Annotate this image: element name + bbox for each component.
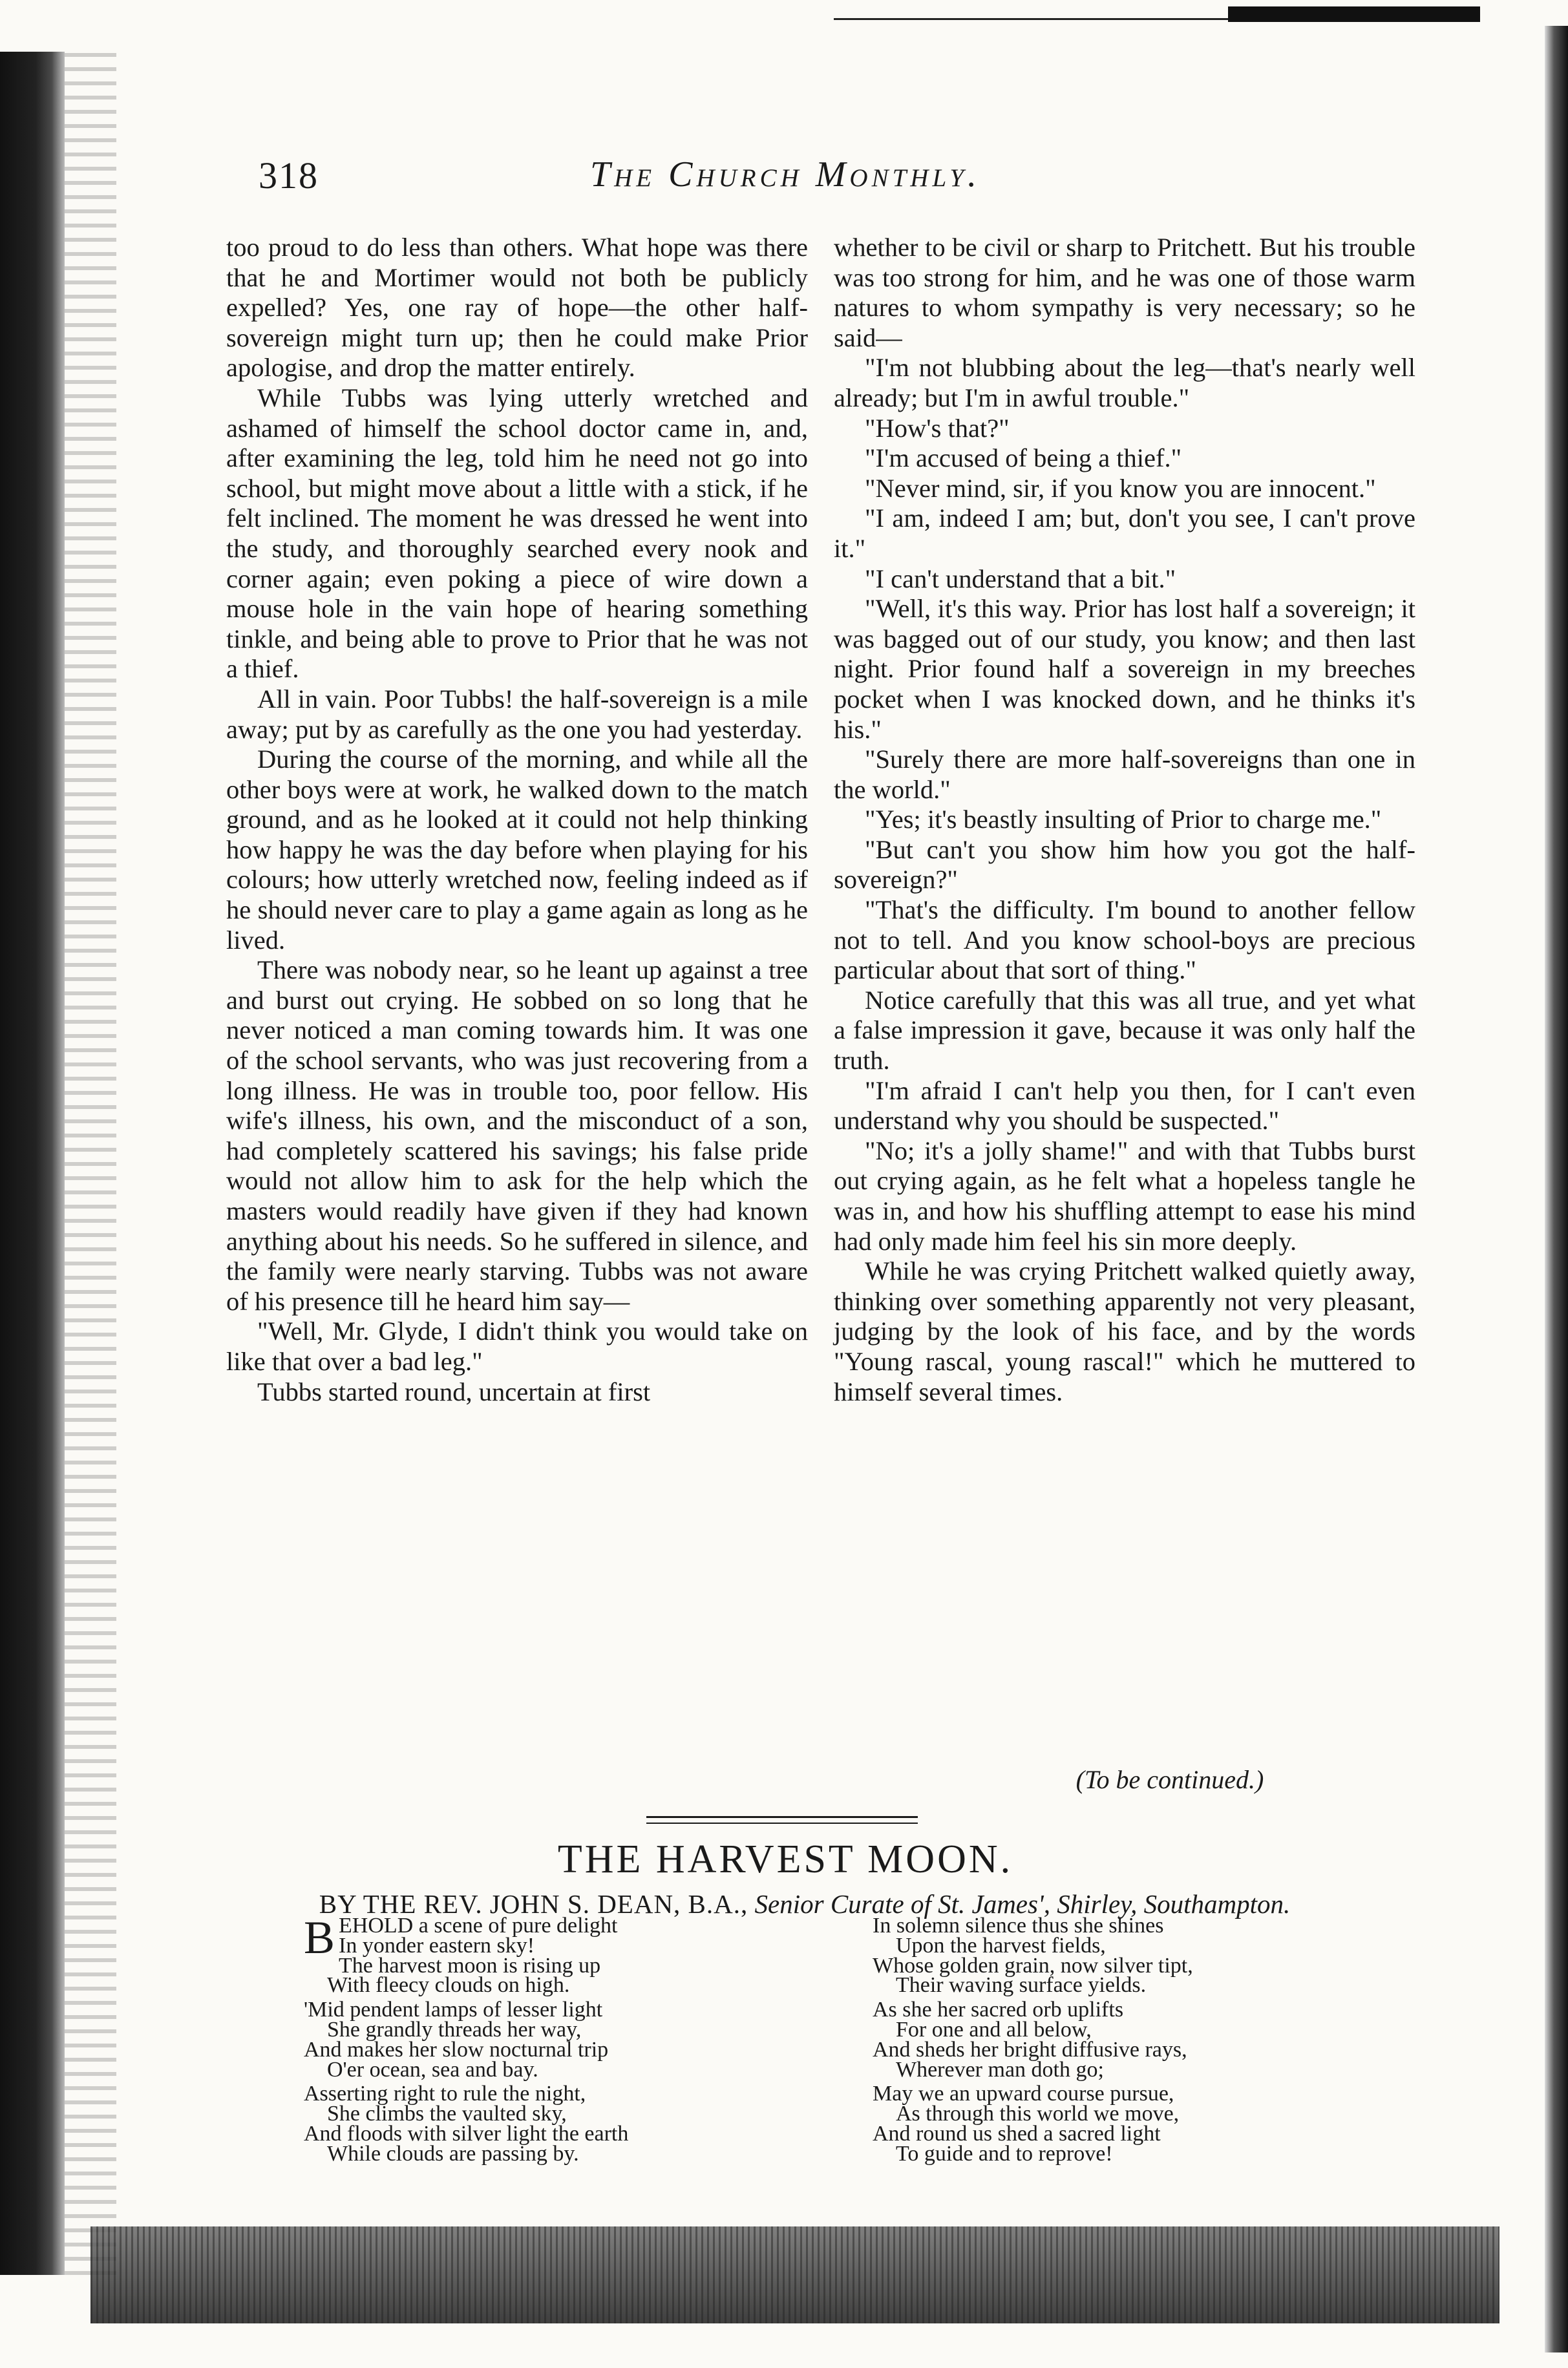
poem-line-text: Wherever man doth go;: [896, 2057, 1104, 2082]
bottom-edge-scan: [90, 2226, 1499, 2323]
running-title: The Church Monthly.: [589, 154, 981, 195]
page-number: 318: [259, 154, 319, 196]
poem-line-text: She climbs the vaulted sky,: [327, 2102, 567, 2126]
poem-line: [304, 1973, 795, 1998]
poem-line: [873, 1973, 1364, 1998]
poem-line-text: Whose golden grain, now silver tipt,: [873, 1953, 1193, 1978]
story-paragraph: whether to be civil or sharp to Pritchett. But his trouble was too strong for him, and he was one of those warm natures to whom sympathy is very necessary; so he said—: [834, 233, 1415, 352]
story-paragraph: Notice carefully that this was all true, and yet what a false impression it gave, because it was only half the truth.: [834, 985, 1415, 1075]
drop-cap: B: [304, 1912, 335, 1963]
poem-line-text: For one and all below,: [896, 2017, 1092, 2042]
poem-line-text: In yonder eastern sky!: [339, 1933, 535, 1958]
poem-line-text: May we an upward course pursue,: [873, 2082, 1174, 2106]
story-paragraph: There was nobody near, so he leant up against a tree and burst out crying. He sobbed on so long that he never noticed a man coming towards him. It was one of the school servants, who was just recovering from a long illness. He was in trouble too, poor fellow. His wife's illness, his own, and the misconduct of a son, had completely scattered his savings; his false pride would not allow him to ask for the help which the masters would readily have given if they had known anything about his needs. So he suffered in silence, and the family were nearly starving. Tubbs was not aware of his presence till he heard him say—: [226, 955, 808, 1316]
poem-line-text: As through this world we move,: [896, 2102, 1180, 2126]
story-paragraph: While Tubbs was lying utterly wretched and ashamed of himself the school doctor came in, and, after examining the leg, told him he need not go into school, but might move about a little with a stick, if he felt inclined. The moment he was dressed he went into the study, and thoroughly searched every nook and corner again; even poking a piece of wire down a mouse hole in the vain hope of hearing something tinkle, and being able to prove to Prior that he was not a thief.: [226, 383, 808, 684]
story-paragraph: "I am, indeed I am; but, don't you see, I can't prove it.": [834, 503, 1415, 563]
poem-line-text: And floods with silver light the earth: [304, 2121, 629, 2146]
poem-column-right: [873, 1916, 1364, 2169]
poem-stanza: [304, 1912, 795, 1998]
poem-line-text: The harvest moon is rising up: [339, 1953, 601, 1978]
story-paragraph: "I'm afraid I can't help you then, for I can't even understand why you should be suspected.": [834, 1075, 1415, 1136]
story-paragraph: too proud to do less than others. What hope was there that he and Mortimer would not both be publicly expelled? Yes, one ray of hope—the other half-sovereign might turn up; then he could make Prior apologise, and drop the matter entirely.: [226, 233, 808, 383]
poem-stanza: [304, 2000, 795, 2080]
poem-line-text: Their waving surface yields.: [896, 1973, 1147, 1998]
top-bar: [1228, 6, 1480, 22]
poem-line-text: Upon the harvest fields,: [896, 1933, 1106, 1958]
poem-line: [304, 2141, 795, 2166]
poem-line-text: In solemn silence thus she shines: [873, 1914, 1164, 1938]
story-paragraph: "Never mind, sir, if you know you are innocent.": [865, 473, 1376, 503]
story-paragraph: While he was crying Pritchett walked quietly away, thinking over something apparently not very pleasant, judging by the look of his face, and by the words "Young rascal, young rascal!" which he muttered to himself several times.: [834, 1256, 1415, 1406]
story-paragraph: "Well, Mr. Glyde, I didn't think you would take on like that over a bad leg.": [226, 1316, 808, 1376]
poem-line-text: And round us shed a sacred light: [873, 2121, 1161, 2146]
poem-line-text: And makes her slow nocturnal trip: [304, 2037, 609, 2062]
poem-author-role: Senior Curate of St. James', Shirley, Southampton.: [754, 1889, 1291, 1919]
story-paragraph: All in vain. Poor Tubbs! the half-sovereign is a mile away; put by as carefully as the one you had yesterday.: [226, 684, 808, 744]
poem-line-text: 'Mid pendent lamps of lesser light: [304, 1998, 603, 2022]
story-column-right: [834, 233, 1415, 1407]
poem-stanza: [873, 1916, 1364, 1996]
story-column-left: [226, 233, 808, 1407]
poem-line-text: With fleecy clouds on high.: [327, 1973, 570, 1998]
to-be-continued: (To be continued.): [1075, 1765, 1264, 1794]
page-edge-right: [1545, 26, 1568, 2352]
poem-column-left: [304, 1912, 795, 2169]
story-paragraph: "I can't understand that a bit.": [865, 564, 1176, 593]
binding-shadow: [65, 52, 116, 2275]
story-paragraph: "I'm not blubbing about the leg—that's nearly well already; but I'm in awful trouble.": [834, 353, 1415, 412]
binding-edge-left: [0, 52, 65, 2275]
poem-line: [873, 2057, 1364, 2082]
story-paragraph: "No; it's a jolly shame!" and with that Tubbs burst out crying again, as he felt what a hopeless tangle he was in, and how his shuffling attempt to ease his mind had only made him feel his sin more deeply.: [834, 1136, 1415, 1256]
poem-line: [873, 2141, 1364, 2166]
poem-line-text: She grandly threads her way,: [327, 2017, 582, 2042]
poem-author: BY THE REV. JOHN S. DEAN, B.A.,: [319, 1889, 748, 1919]
poem-line-text: To guide and to reprove!: [896, 2141, 1113, 2166]
poem-line-text: And sheds her bright diffusive rays,: [873, 2037, 1187, 2062]
separator-rule: [646, 1816, 918, 1818]
story-paragraph: "Yes; it's beastly insulting of Prior to charge me.": [865, 805, 1382, 834]
story-paragraph: "But can't you show him how you got the half-sovereign?": [834, 834, 1415, 894]
poem-stanza: [304, 2084, 795, 2164]
poem-line-text: EHOLD a scene of pure delight: [339, 1914, 618, 1938]
poem-line: [304, 2057, 795, 2082]
story-paragraph: "Surely there are more half-sovereigns than one in the world.": [834, 745, 1415, 804]
story-paragraph: "That's the difficulty. I'm bound to another fellow not to tell. And you know school-boys are precious particular about that sort of thing.": [834, 895, 1415, 985]
poem-line-text: As she her sacred orb uplifts: [873, 1998, 1124, 2022]
poem-stanza: [873, 2084, 1364, 2164]
poem-stanza: [873, 2000, 1364, 2080]
poem-line-text: O'er ocean, sea and bay.: [327, 2057, 538, 2082]
page-header: [220, 147, 1351, 206]
story-paragraph: "How's that?": [865, 413, 1010, 443]
story-paragraph: "Well, it's this way. Prior has lost half a sovereign; it was bagged out of our study, you know; and then last night. Prior found half a sovereign in my breeches pocket when I was knocked down, and he thinks it's his.": [834, 594, 1415, 744]
separator-rule-thin: [646, 1823, 918, 1824]
poem-line-text: Asserting right to rule the night,: [304, 2082, 586, 2106]
story-paragraph: During the course of the morning, and while all the other boys were at work, he walked down to the match ground, and as he looked at it could not help thinking how happy he was the day before when playing for his colours; how utterly wretched now, feeling indeed as if he should never care to play a game again as long as he lived.: [226, 745, 808, 955]
story-paragraph: Tubbs started round, uncertain at first: [257, 1377, 651, 1406]
poem-title: THE HARVEST MOON.: [557, 1837, 1013, 1881]
poem-line-text: While clouds are passing by.: [327, 2141, 579, 2166]
story-paragraph: "I'm accused of being a thief.": [865, 443, 1182, 473]
